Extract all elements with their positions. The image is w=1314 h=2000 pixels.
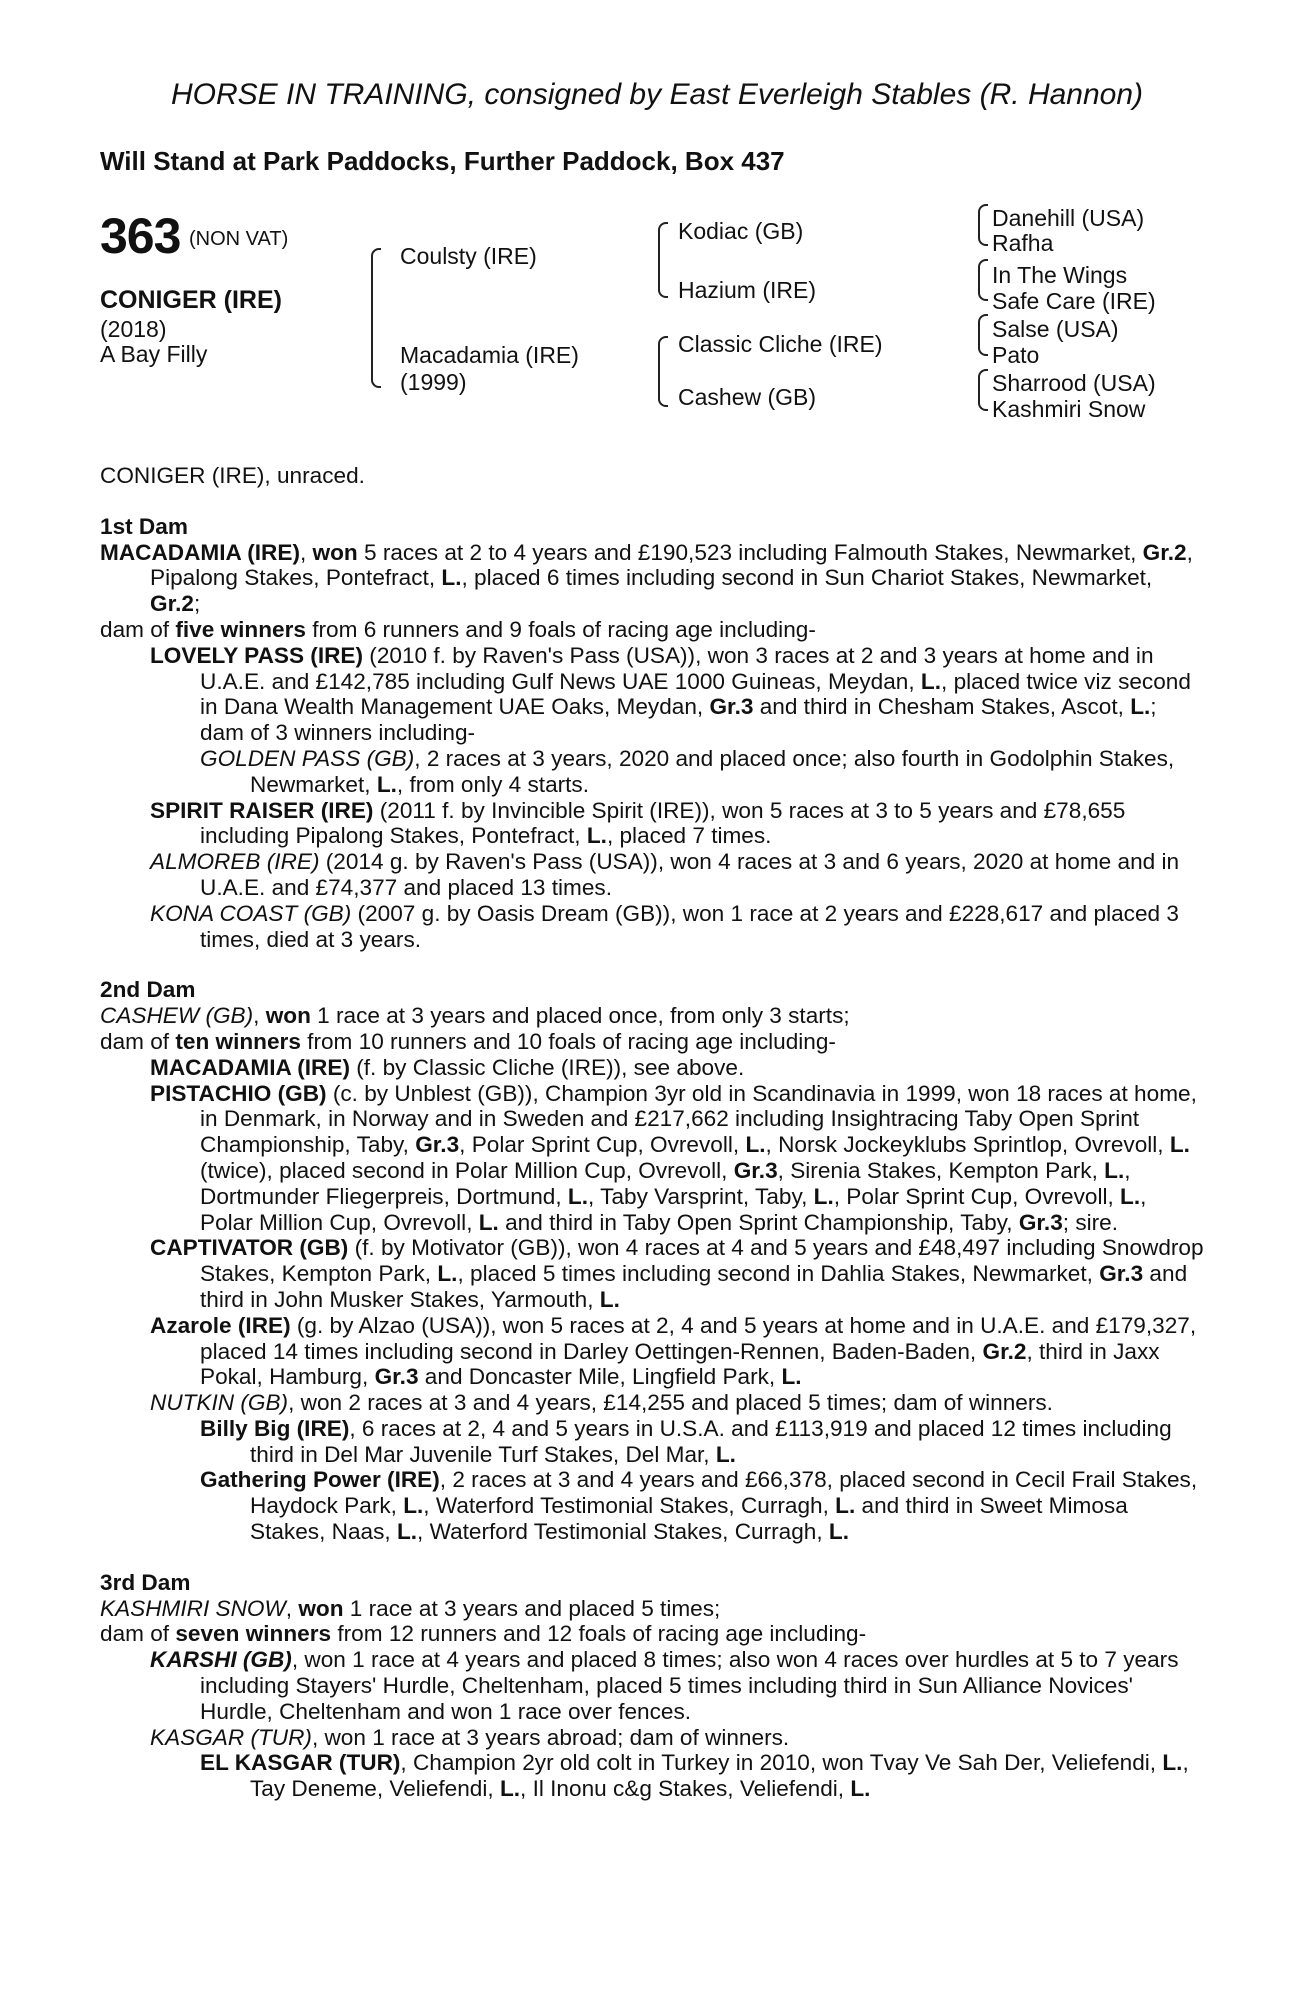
dam-produce-summary: dam of seven winners from 12 runners and 12 foals of racing age including- bbox=[100, 1621, 867, 1647]
produce-entry: KASGAR (TUR), won 1 race at 3 years abroad; dam of winners. bbox=[150, 1724, 790, 1750]
produce-entry: KARSHI (GB), won 1 race at 4 years and placed 8 times; also won 4 races over hurdles at 5 to 7 years including Stayers' Hurdle, Cheltenham, placed 5 times including third in Sun Alliance Novices' Hurdle, Cheltenham and won 1 race over fences. bbox=[150, 1647, 1179, 1724]
produce-entry: Azarole (IRE) (g. by Alzao (USA)), won 5 races at 2, 4 and 5 years at home and in U.A.E. and £179,327, placed 14 times including second in Darley Oettingen-Rennen, Baden-Baden, Gr.2, third in Jaxx Pokal, Hamburg, Gr.3 and Doncaster Mile, Lingfield Park, L. bbox=[150, 1312, 1197, 1390]
pedigree-brace bbox=[371, 256, 373, 380]
horse-year: (2018) bbox=[100, 316, 167, 342]
pedigree-brace bbox=[978, 377, 980, 403]
produce-entry: Billy Big (IRE), 6 races at 2, 4 and 5 years in U.S.A. and £113,919 and placed 12 times including third in Del Mar Juvenile Turf Stakes, Del Mar, L. bbox=[200, 1415, 1172, 1467]
produce-entry: Gathering Power (IRE), 2 races at 3 and 4 years and £66,378, placed second in Cecil Frail Stakes, Haydock Park, L., Waterford Testimonial Stakes, Curragh, L. and third in Sweet Mimosa Stakes, Naas, L., Waterford Testimonial Stakes, Curragh, L. bbox=[200, 1467, 1198, 1545]
pedigree-brace bbox=[658, 344, 660, 399]
catalogue-text bbox=[100, 463, 1205, 1802]
pedigree-dd: Cashew (GB) bbox=[678, 384, 817, 410]
pedigree-ss: Kodiac (GB) bbox=[678, 218, 804, 244]
pedigree-dam-year: (1999) bbox=[400, 369, 467, 395]
horse-description: A Bay Filly bbox=[100, 341, 208, 367]
dam-produce-summary: dam of ten winners from 10 runners and 10 foals of racing age including- bbox=[100, 1028, 836, 1054]
dam-entry: KASHMIRI SNOW, won 1 race at 3 years and placed 5 times; bbox=[100, 1595, 721, 1621]
vat-status: (NON VAT) bbox=[189, 228, 289, 250]
section-heading: 3rd Dam bbox=[100, 1569, 191, 1595]
produce-entry: EL KASGAR (TUR), Champion 2yr old colt in Turkey in 2010, won Tvay Ve Sah Der, Veliefendi, L., Tay Deneme, Veliefendi, L., Il Inonu c&g Stakes, Veliefendi, L. bbox=[200, 1750, 1189, 1802]
unraced-note: CONIGER (IRE), unraced. bbox=[100, 463, 365, 488]
produce-entry: CAPTIVATOR (GB) (f. by Motivator (GB)), won 4 races at 4 and 5 years and £48,497 including Snowdrop Stakes, Kempton Park, L., placed 5 times including second in Dahlia Stakes, Newmarket, Gr.3 and third in John Musker Stakes, Yarmouth, L. bbox=[150, 1235, 1204, 1312]
produce-entry: GOLDEN PASS (GB), 2 races at 3 years, 2020 and placed once; also fourth in Godolphin Stakes, Newmarket, L., from only 4 starts. bbox=[200, 745, 1175, 797]
pedigree-ssd: Rafha bbox=[992, 230, 1054, 256]
pedigree-sds: In The Wings bbox=[992, 262, 1128, 288]
pedigree-ddd: Kashmiri Snow bbox=[992, 396, 1146, 422]
lot-number: 363 bbox=[100, 208, 181, 264]
dam-entry: MACADAMIA (IRE), won 5 races at 2 to 4 years and £190,523 including Falmouth Stakes, Newmarket, Gr.2, Pipalong Stakes, Pontefract, L., placed 6 times including second in Sun Chariot Stakes, Newmarket, Gr.2; bbox=[100, 539, 1193, 617]
produce-entry: MACADAMIA (IRE) (f. by Classic Cliche (IRE)), see above. bbox=[150, 1054, 745, 1080]
pedigree-sd: Hazium (IRE) bbox=[678, 277, 817, 303]
pedigree-dds: Sharrood (USA) bbox=[992, 370, 1156, 396]
section-heading: 2nd Dam bbox=[100, 977, 196, 1003]
pedigree-brace bbox=[658, 230, 660, 290]
produce-entry: LOVELY PASS (IRE) (2010 f. by Raven's Pass (USA)), won 3 races at 2 and 3 years at home and in U.A.E. and £142,785 including Gulf News UAE 1000 Guineas, Meydan, L., placed twice viz second in Dana Wealth Management UAE Oaks, Meydan, Gr.3 and third in Chesham Stakes, Ascot, L.; dam of 3 winners including- bbox=[150, 642, 1191, 746]
pedigree-dam: Macadamia (IRE) bbox=[400, 342, 579, 368]
stand-location: Will Stand at Park Paddocks, Further Paddock, Box 437 bbox=[100, 146, 785, 176]
pedigree-sdd: Safe Care (IRE) bbox=[992, 288, 1156, 314]
produce-entry: NUTKIN (GB), won 2 races at 3 and 4 years, £14,255 and placed 5 times; dam of winners. bbox=[150, 1390, 1053, 1416]
pedigree-brace bbox=[978, 322, 980, 348]
pedigree-ds: Classic Cliche (IRE) bbox=[678, 331, 883, 357]
pedigree-brace bbox=[978, 267, 980, 293]
horse-name: CONIGER (IRE) bbox=[100, 286, 282, 314]
pedigree-brace bbox=[978, 212, 980, 238]
produce-entry: KONA COAST (GB) (2007 g. by Oasis Dream (GB)), won 1 race at 2 years and £228,617 and placed 3 times, died at 3 years. bbox=[150, 900, 1179, 952]
produce-entry: SPIRIT RAISER (IRE) (2011 f. by Invincible Spirit (IRE)), won 5 races at 3 to 5 years and £78,655 including Pipalong Stakes, Pontefract, L., placed 7 times. bbox=[150, 797, 1126, 849]
pedigree-dsd: Pato bbox=[992, 342, 1040, 368]
section-heading: 1st Dam bbox=[100, 513, 188, 539]
dam-entry: CASHEW (GB), won 1 race at 3 years and placed once, from only 3 starts; bbox=[100, 1003, 850, 1029]
page-title: HORSE IN TRAINING, consigned by East Everleigh Stables (R. Hannon) bbox=[170, 78, 1144, 111]
pedigree-sss: Danehill (USA) bbox=[992, 205, 1145, 231]
produce-entry: ALMOREB (IRE) (2014 g. by Raven's Pass (USA)), won 4 races at 3 and 6 years, 2020 at home and in U.A.E. and £74,377 and placed 13 times. bbox=[150, 849, 1180, 900]
pedigree-sire: Coulsty (IRE) bbox=[400, 243, 537, 269]
pedigree-dss: Salse (USA) bbox=[992, 316, 1119, 342]
dam-produce-summary: dam of five winners from 6 runners and 9 foals of racing age including- bbox=[100, 616, 816, 642]
produce-entry: PISTACHIO (GB) (c. by Unblest (GB)), Champion 3yr old in Scandinavia in 1999, won 18 races at home, in Denmark, in Norway and in Sweden and £217,662 including Insightracing Taby Open Sprint Championship, Taby, Gr.3, Polar Sprint Cup, Ovrevoll, L., Norsk Jockeyklubs Sprintlop, Ovrevoll, L. (twice), placed second in Polar Million Cup, Ovrevoll, Gr.3, Sirenia Stakes, Kempton Park, L., Dortmunder Fliegerpreis, Dortmund, L., Taby Varsprint, Taby, L., Polar Sprint Cup, Ovrevoll, L., Polar Million Cup, Ovrevoll, L. and third in Taby Open Sprint Championship, Taby, Gr.3; sire. bbox=[150, 1080, 1197, 1235]
